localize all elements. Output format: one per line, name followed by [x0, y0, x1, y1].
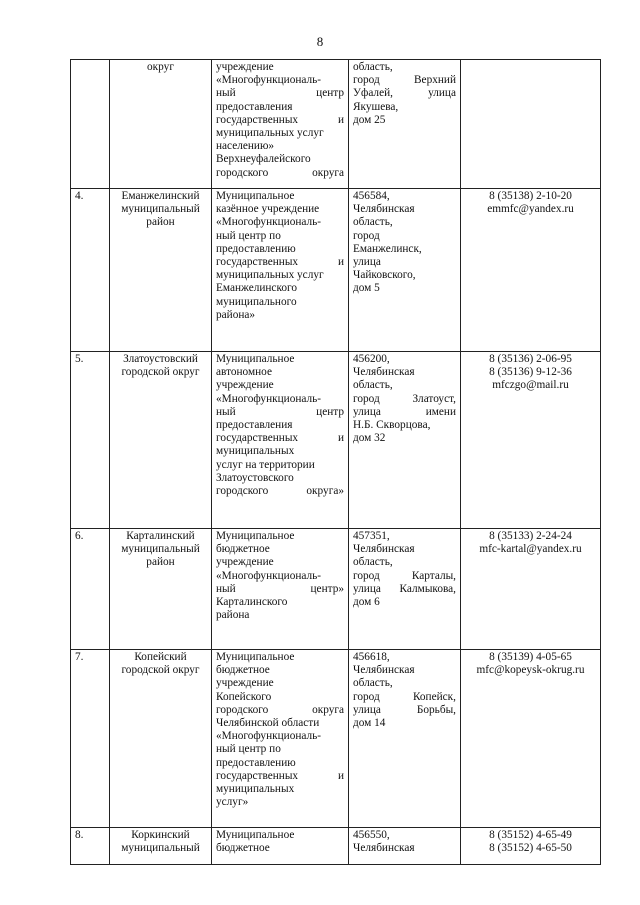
contact-line: mfczgo@mail.ru: [492, 379, 569, 392]
municipality-line: Еманжелинский: [121, 190, 200, 202]
contact-line: 8 (35136) 9-12-36: [489, 366, 572, 379]
row-number: 6.: [75, 530, 84, 542]
institution-line: муниципальных услуг: [216, 269, 324, 282]
table-row: [71, 650, 601, 828]
address-line: область,: [353, 677, 393, 690]
address-cell: [349, 828, 461, 865]
institution-line: государственных и: [216, 113, 344, 126]
address-line: дом 14: [353, 717, 386, 730]
institution-line: Карталинского: [216, 596, 288, 609]
institution-cell: [212, 352, 349, 529]
institution-line: государственных и: [216, 432, 344, 445]
address-line: дом 25: [353, 113, 386, 126]
institution-line: бюджетное: [216, 842, 270, 855]
institution-line: городского округа: [216, 166, 344, 179]
municipality-line: Златоустовский: [123, 353, 198, 365]
institution-line: «Многофункциональ-: [216, 730, 322, 743]
institution-line: услуг на территории: [216, 458, 315, 471]
table-row: [71, 529, 601, 650]
address-line: Челябинская: [353, 543, 415, 556]
address-line: город: [353, 229, 380, 242]
institution-line: казённое учреждение: [216, 203, 320, 216]
institution-line: района»: [216, 308, 256, 321]
institution-line: предоставлению: [216, 756, 296, 769]
institution-line: Муниципальное: [216, 530, 295, 542]
municipality-line: городской округ: [121, 366, 200, 379]
municipality-line: Коркинский: [131, 829, 190, 841]
municipality-line: Карталинский: [126, 530, 195, 542]
municipality-cell: [110, 828, 212, 865]
municipality-cell: [110, 189, 212, 352]
mfc-registry-table: [70, 59, 601, 865]
institution-cell: [212, 189, 349, 352]
institution-cell: [212, 828, 349, 865]
address-line: улица: [353, 256, 381, 269]
address-line: город Златоуст,: [353, 392, 456, 405]
institution-line: района: [216, 609, 250, 622]
institution-cell: [212, 60, 349, 189]
institution-line: государственных и: [216, 256, 344, 269]
contacts-cell: [461, 352, 601, 529]
contact-line: emmfc@yandex.ru: [487, 203, 574, 216]
registry-body: [71, 60, 601, 865]
row-number: 7.: [75, 651, 84, 663]
municipality-line: Копейский: [134, 651, 187, 663]
address-line: область,: [353, 379, 393, 392]
institution-line: муниципального: [216, 295, 297, 308]
contacts-cell: [461, 529, 601, 650]
row-number-cell: [71, 529, 110, 650]
municipality-cell: [110, 60, 212, 189]
municipality-line: район: [146, 556, 175, 569]
institution-line: Копейского: [216, 690, 272, 703]
address-line: 457351,: [353, 530, 390, 542]
address-line: улица Борьбы,: [353, 703, 456, 716]
institution-line: Челябинской области: [216, 717, 320, 730]
row-number-cell: [71, 60, 110, 189]
municipality-cell: [110, 352, 212, 529]
institution-line: ный центр: [216, 405, 344, 418]
contacts-cell: [461, 189, 601, 352]
contacts-cell: [461, 650, 601, 828]
contact-line: 8 (35152) 4-65-50: [489, 842, 572, 855]
institution-line: предоставления: [216, 100, 293, 113]
address-line: улица Калмыкова,: [353, 582, 456, 595]
address-cell: [349, 189, 461, 352]
address-line: дом 5: [353, 282, 380, 295]
contact-line: mfc@kopeysk-okrug.ru: [476, 664, 585, 677]
row-number: 5.: [75, 353, 84, 365]
municipality-line: городской округ: [121, 664, 200, 677]
address-line: город Карталы,: [353, 569, 456, 582]
institution-line: предоставлению: [216, 242, 296, 255]
institution-line: бюджетное: [216, 664, 270, 677]
address-line: Челябинская: [353, 203, 415, 216]
address-line: Челябинская: [353, 664, 415, 677]
contact-line: mfc-kartal@yandex.ru: [479, 543, 582, 556]
institution-cell: [212, 650, 349, 828]
address-line: область,: [353, 61, 393, 73]
contact-line: 8 (35133) 2-24-24: [489, 530, 572, 542]
institution-line: Муниципальное: [216, 190, 295, 202]
institution-line: учреждение: [216, 556, 274, 569]
institution-line: городского округа»: [216, 485, 344, 498]
address-line: улица имени: [353, 405, 456, 418]
institution-line: городского округа: [216, 703, 344, 716]
address-line: 456618,: [353, 651, 390, 663]
institution-line: Еманжелинского: [216, 282, 298, 295]
address-line: Челябинская: [353, 842, 415, 855]
table-row: [71, 60, 601, 189]
address-line: 456200,: [353, 353, 390, 365]
institution-line: услуг»: [216, 796, 249, 809]
address-line: Н.Б. Скворцова,: [353, 419, 431, 432]
institution-line: государственных и: [216, 769, 344, 782]
row-number: 4.: [75, 190, 84, 202]
institution-line: ный центр по: [216, 229, 281, 242]
address-cell: [349, 529, 461, 650]
institution-line: Златоустовского: [216, 471, 294, 484]
address-cell: [349, 650, 461, 828]
address-line: дом 32: [353, 432, 386, 445]
municipality-line: муниципальный: [121, 203, 200, 216]
contacts-cell: [461, 60, 601, 189]
institution-line: учреждение: [216, 61, 274, 73]
municipality-line: муниципальный: [121, 842, 200, 855]
address-line: Чайковского,: [353, 269, 416, 282]
address-line: 456550,: [353, 829, 390, 841]
municipality-cell: [110, 529, 212, 650]
address-line: Якушева,: [353, 100, 399, 113]
address-cell: [349, 60, 461, 189]
institution-line: Муниципальное: [216, 829, 295, 841]
institution-line: муниципальных: [216, 445, 295, 458]
institution-line: «Многофункциональ-: [216, 74, 322, 87]
municipality-line: муниципальный: [121, 543, 200, 556]
institution-line: «Многофункциональ-: [216, 569, 322, 582]
institution-line: «Многофункциональ-: [216, 392, 322, 405]
contact-line: 8 (35136) 2-06-95: [489, 353, 572, 365]
institution-line: ный центр по: [216, 743, 281, 756]
municipality-line: округ: [147, 61, 174, 73]
contacts-cell: [461, 828, 601, 865]
institution-line: муниципальных услуг: [216, 127, 324, 140]
address-line: Еманжелинск,: [353, 242, 422, 255]
institution-line: ный центр»: [216, 582, 344, 595]
institution-line: учреждение: [216, 677, 274, 690]
institution-line: муниципальных: [216, 783, 295, 796]
page-number: 8: [316, 34, 324, 49]
address-cell: [349, 352, 461, 529]
institution-cell: [212, 529, 349, 650]
row-number-cell: [71, 352, 110, 529]
institution-line: бюджетное: [216, 543, 270, 556]
municipality-line: район: [146, 216, 175, 229]
address-line: город Копейск,: [353, 690, 456, 703]
contact-line: 8 (35152) 4-65-49: [489, 829, 572, 841]
institution-line: учреждение: [216, 379, 274, 392]
institution-line: Муниципальное: [216, 353, 295, 365]
row-number-cell: [71, 828, 110, 865]
row-number-cell: [71, 189, 110, 352]
address-line: область,: [353, 216, 393, 229]
address-line: Челябинская: [353, 366, 415, 379]
address-line: 456584,: [353, 190, 390, 202]
institution-line: Верхнеуфалейского: [216, 153, 311, 166]
row-number-cell: [71, 650, 110, 828]
address-line: дом 6: [353, 596, 380, 609]
address-line: область,: [353, 556, 393, 569]
contact-line: 8 (35138) 2-10-20: [489, 190, 572, 202]
table-row: [71, 352, 601, 529]
table-row: [71, 828, 601, 865]
address-line: город Верхний: [353, 74, 456, 87]
table-row: [71, 189, 601, 352]
institution-line: «Многофункциональ-: [216, 216, 322, 229]
institution-line: автономное: [216, 366, 272, 379]
institution-line: ный центр: [216, 87, 344, 100]
contact-line: 8 (35139) 4-05-65: [489, 651, 572, 663]
row-number: 8.: [75, 829, 84, 841]
institution-line: Муниципальное: [216, 651, 295, 663]
institution-line: населению»: [216, 140, 275, 153]
municipality-cell: [110, 650, 212, 828]
address-line: Уфалей, улица: [353, 87, 456, 100]
institution-line: предоставления: [216, 419, 293, 432]
